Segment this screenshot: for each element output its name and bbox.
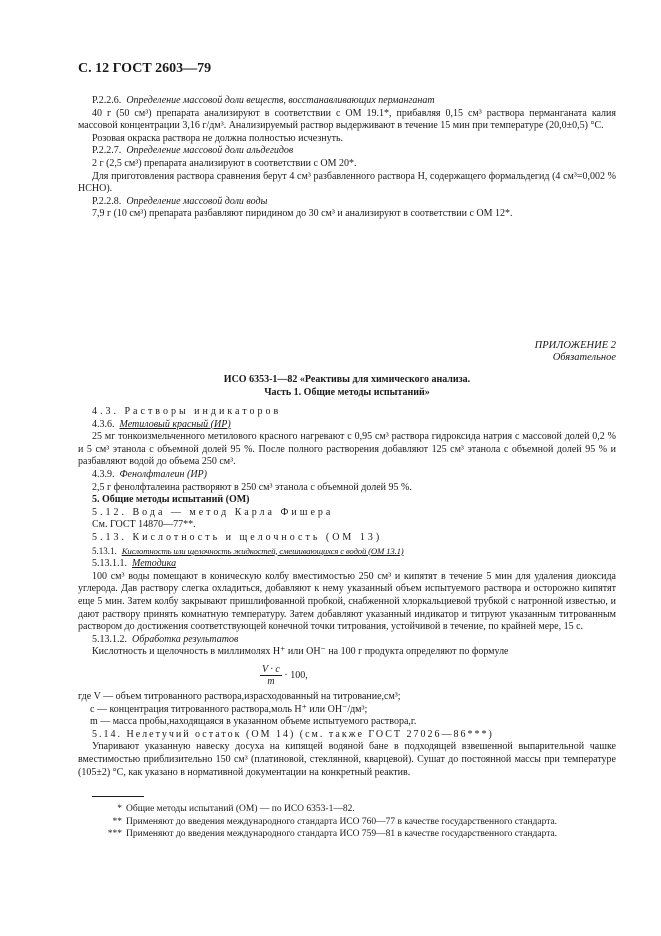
section-title: Методика	[132, 558, 177, 570]
definition-line: где V — объем титрованного раствора,израсходованный на титрование,см³;	[78, 691, 401, 702]
formula-fraction	[260, 664, 282, 687]
title-line: ИСО 6353-1—82 «Реактивы для химического анализа.	[223, 374, 471, 385]
section-5131	[78, 545, 616, 559]
section-p227	[78, 145, 616, 158]
section-heading: 5.12. Вода — метод Карла Фишера	[92, 506, 334, 518]
section-436	[78, 419, 616, 432]
section-title: Определение массовой доли веществ, восстанавливающих перманганат	[126, 95, 435, 106]
paragraph: Розовая окраска раствора не должна полностью исчезнуть.	[92, 132, 344, 144]
appendix-status: Обязательное	[552, 352, 616, 363]
paragraph: Упаривают указанную навеску досуха на кипящей водяной бане в подходящей взвешенной выпарительной чашке вместимостью приблизительно 150 см³ (платиновой, стеклянной, кварцевой). Сушат до постоянной массы при температуре (105±2) °С, как указано в нормативной документации на конкретный реактив.	[78, 741, 616, 778]
section-439	[78, 469, 616, 482]
paragraph: 2,5 г фенолфталеина растворяют в 250 см³ этанола с объемной долей 95 %.	[92, 481, 412, 493]
formula	[260, 664, 308, 687]
definition-line: c — концентрация титрованного раствора,моль Н⁺ или ОН⁻/дм³;	[90, 703, 368, 715]
section-heading: 5.14. Нелетучий остаток (ОМ 14) (см. также ГОСТ 27026—86***)	[92, 728, 494, 740]
paragraph: 100 см³ воды помещают в коническую колбу вместимостью 250 см³ и кипятят в течение 5 мин для удаления диоксида углерода. Дав раствору слегка охладиться, добавляют к нему указанный объем испытуемого раствора и осторожно кипятят еще 5 мин. Затем колбу закрывают пришлифованной пробкой, снабженной хлоркальциевой трубкой с натронной известью, и дают раствору принять комнатную температуру. Затем добавляют указанный индикатор и титруют указанным титрованным раствором до достижения соответствующей конечной точки титрования, устойчивой в течение, по крайней мере, 15 с.	[78, 570, 616, 633]
document-title	[78, 374, 616, 399]
section-title: Метиловый красный (ИР)	[119, 418, 231, 430]
footnotes	[78, 803, 616, 841]
footnote-mark: ***	[107, 829, 122, 839]
appendix-title: ПРИЛОЖЕНИЕ 2	[534, 340, 616, 351]
footnote	[78, 803, 616, 816]
section-title: Определение массовой доли альдегидов	[126, 145, 294, 157]
section-number: 5.13.1.1.	[92, 558, 127, 570]
paragraph: 2 г (2,5 см³) препарата анализируют в соответствии с ОМ 20*.	[92, 157, 357, 169]
section-number: Р.2.2.6.	[92, 95, 122, 106]
definition-line: m — масса пробы,находящаяся в указанном объеме испытуемого раствора,г.	[90, 716, 417, 728]
section-number: Р.2.2.8.	[92, 195, 122, 207]
section-title: Определение массовой доли воды	[126, 195, 268, 207]
section-number: 4.3.6.	[92, 418, 115, 430]
section-number: 5.13.1.2.	[92, 633, 127, 645]
section-heading: 5.13. Кислотность и щелочность (ОМ 13)	[92, 531, 383, 543]
footnote-divider	[92, 796, 144, 797]
section-heading: 4.3. Растворы индикаторов	[92, 406, 282, 417]
formula-denominator: m	[267, 676, 275, 687]
section-heading: 5. Общие методы испытаний (ОМ)	[92, 494, 250, 506]
paragraph: 7,9 г (10 см³) препарата разбавляют пиридином до 30 см³ и анализируют в соответствии с ОМ 12*.	[92, 208, 513, 220]
top-section	[78, 95, 616, 221]
main-body	[78, 406, 616, 659]
paragraph: 25 мг тонкоизмельченного метилового красного нагревают с 0,95 см³ раствора гидроксида натрия с массовой долей 0,2 % и 5 см³ этанола с объемной долей 95 %. После полного растворения добавляют 125 см³ этанола с объемной долей 95 % и разбавляют водой до объема 250 см³.	[78, 431, 616, 468]
footnote-text: Применяют до введения международного стандарта ИСО 759—81 в качестве государственного стандарта.	[126, 829, 558, 839]
footnote-text: Общие методы испытаний (ОМ) — по ИСО 6353-1—82.	[126, 804, 355, 814]
title-line: Часть 1. Общие методы испытаний»	[264, 386, 430, 398]
where-block	[78, 691, 616, 779]
footnote	[78, 828, 616, 841]
paragraph: Для приготовления раствора сравнения берут 4 см³ разбавленного раствора Н, содержащего формальдегид (4 см³=0,002 % НСНО).	[78, 170, 616, 195]
formula-multiplier: · 100,	[284, 669, 308, 681]
section-number: 4.3.9.	[92, 468, 115, 480]
section-title: Обработка результатов	[132, 633, 239, 645]
footnote-mark: **	[112, 816, 122, 827]
footnote-mark: *	[117, 804, 122, 814]
section-p228	[78, 196, 616, 209]
footnote-text: Применяют до введения международного стандарта ИСО 760—77 в качестве государственного стандарта.	[126, 816, 558, 827]
section-title: Фенолфталеин (ИР)	[119, 468, 207, 480]
formula-numerator: V · c	[262, 664, 280, 675]
appendix-label	[535, 340, 616, 364]
section-51311	[78, 558, 616, 571]
section-number: 5.13.1.	[92, 545, 117, 556]
footnote	[78, 816, 616, 829]
paragraph: 40 г (50 см³) препарата анализируют в соответствии с ОМ 19.1*, прибавляя 0,15 см³ раствора перманганата калия массовой концентрации 3,16 г/дм³. Анализируемый раствор выдерживают в течение 15 мин при температуре (20,0±0,5) °С.	[78, 107, 616, 132]
section-51312	[78, 634, 616, 647]
page-header: С. 12 ГОСТ 2603—79	[78, 61, 212, 76]
section-number: Р.2.2.7.	[92, 145, 122, 157]
paragraph: См. ГОСТ 14870—77**.	[92, 519, 196, 531]
paragraph: Кислотность и щелочность в миллимолях Н⁺ или ОН⁻ на 100 г продукта определяют по формуле	[92, 646, 509, 658]
section-p226	[78, 95, 616, 108]
section-title: Кислотность или щелочность жидкостей, смешивающихся с водой (ОМ 13.1)	[121, 545, 404, 556]
